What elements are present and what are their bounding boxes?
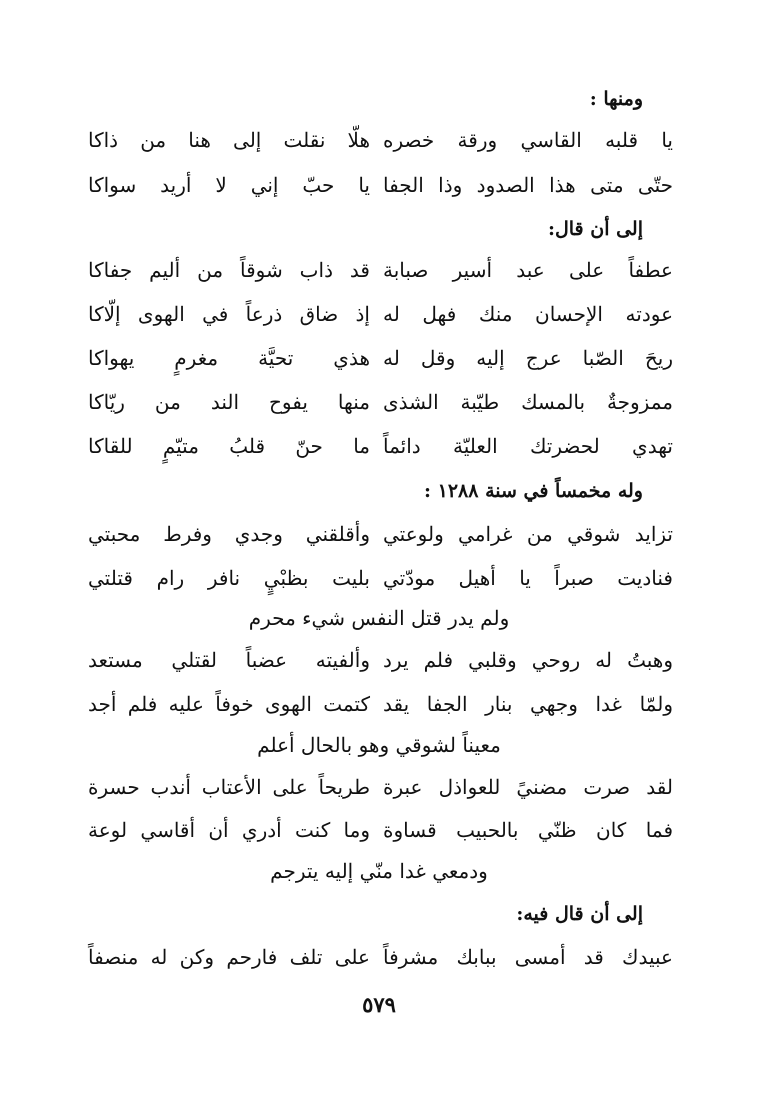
verse-left-hemistich: منها يفوح الند من ريّاكا xyxy=(88,390,370,414)
verse-left-hemistich: على تلف فارحم وكن له منصفاً xyxy=(88,945,370,969)
verse-right-hemistich: عودته الإحسان منك فهل له xyxy=(383,302,673,326)
verse-right-hemistich: وهبتُ له روحي وقلبي فلم يرد xyxy=(383,648,673,672)
verse-right-hemistich: عطفاً على عبد أسير صبابة xyxy=(383,258,673,282)
page-number: ٥٧٩ xyxy=(362,992,396,1017)
verse-right-hemistich: ولمّا غدا وجهي بنار الجفا يقد xyxy=(383,692,673,716)
section-heading: وله مخمساً في سنة ١٢٨٨ : xyxy=(423,480,643,502)
verse-right-hemistich: حتّى متى هذا الصدود وذا الجفا xyxy=(383,173,673,197)
verse-left-hemistich: وأقلقني وجدي وفرط محبتي xyxy=(88,522,370,546)
verse-left-hemistich: هلّا نقلت إلى هنا من ذاكا xyxy=(88,128,370,152)
verse-right-hemistich: تهدي لحضرتك العليّة دائماً xyxy=(383,434,673,458)
verse-left-hemistich: ما حنّ قلبُ متيّمٍ للقاكا xyxy=(88,434,370,458)
verse-right-hemistich: لقد صرت مضنيً للعواذل عبرة xyxy=(383,775,673,799)
verse-left-hemistich: إذ ضاق ذرعاً في الهوى إلّاكا xyxy=(88,302,370,326)
verse-left-hemistich: طريحاً على الأعتاب أندب حسرة xyxy=(88,775,370,799)
stanza-closing-line: ودمعي غدا منّي إليه يترجم xyxy=(270,859,488,883)
stanza-closing-line: معيناً لشوقي وهو بالحال أعلم xyxy=(257,733,501,757)
stanza-closing-line: ولم يدر قتل النفس شيء محرم xyxy=(248,606,510,630)
verse-right-hemistich: ريحَ الصّبا عرج إليه وقل له xyxy=(383,346,673,370)
verse-left-hemistich: وألفيته عضباً لقتلي مستعد xyxy=(88,648,370,672)
verse-left-hemistich: كتمت الهوى خوفاً عليه فلم أجد xyxy=(88,692,370,716)
verse-left-hemistich: هذي تحيَّة مغرمٍ يهواكا xyxy=(88,346,370,370)
section-heading: ومنها : xyxy=(589,88,643,110)
verse-right-hemistich: يا قلبه القاسي ورقة خصره xyxy=(383,128,673,152)
verse-left-hemistich: وما كنت أدري أن أقاسي لوعة xyxy=(88,818,370,842)
section-heading: إلى أن قال: xyxy=(547,218,643,240)
verse-left-hemistich: بليت بظبْيٍ نافر رام قتلتي xyxy=(88,566,370,590)
verse-right-hemistich: عبيدك قد أمسى ببابك مشرفاً xyxy=(383,945,673,969)
verse-right-hemistich: ممزوجةٌ بالمسك طيّبة الشذى xyxy=(383,390,673,414)
verse-right-hemistich: فما كان ظنّي بالحبيب قساوة xyxy=(383,818,673,842)
verse-left-hemistich: قد ذاب شوقاً من أليم جفاكا xyxy=(88,258,370,282)
verse-left-hemistich: يا حبّ إني لا أريد سواكا xyxy=(88,173,370,197)
section-heading: إلى أن قال فيه: xyxy=(516,903,643,925)
verse-right-hemistich: فناديت صبراً يا أهيل مودّتي xyxy=(383,566,673,590)
verse-right-hemistich: تزايد شوقي من غرامي ولوعتي xyxy=(383,522,673,546)
